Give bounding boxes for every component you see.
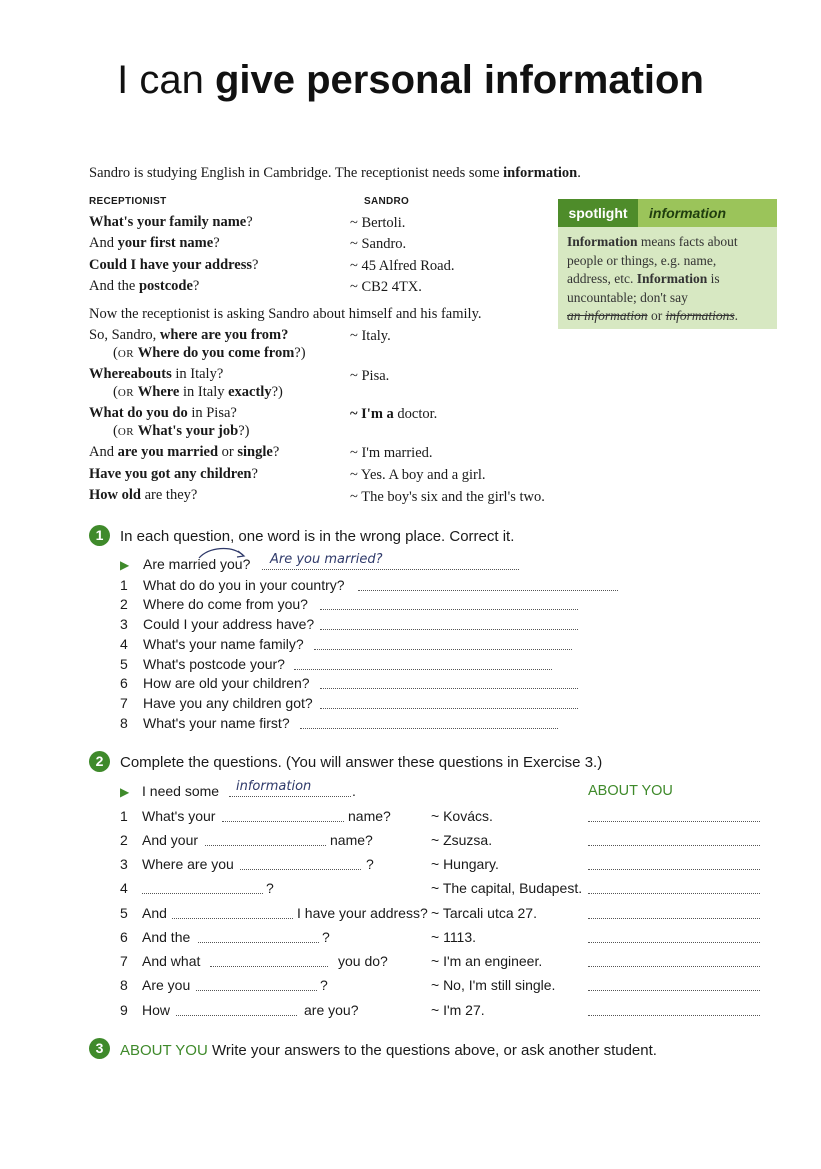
model-answer: ~ Tarcali utca 27. bbox=[431, 905, 537, 921]
question-start: And what bbox=[142, 953, 201, 969]
dialogue-question: How old are they? bbox=[89, 487, 198, 503]
model-answer: ~ 1113. bbox=[431, 929, 477, 945]
question-start: And the bbox=[142, 929, 191, 945]
about-you-line[interactable] bbox=[588, 918, 760, 919]
question-number: 2 bbox=[120, 832, 128, 848]
example-end: . bbox=[352, 783, 356, 799]
question-number: 4 bbox=[120, 636, 128, 652]
dialogue-alternative: (OR What's your job?) bbox=[113, 423, 250, 439]
dialogue-question: What do you do in Pisa? bbox=[89, 405, 237, 421]
dialogue-alternative: (OR Where in Italy exactly?) bbox=[113, 384, 283, 400]
question-start: Are you bbox=[142, 977, 191, 993]
exercise-number: 2 bbox=[89, 751, 110, 772]
dialogue-answer: ~ Italy. bbox=[350, 328, 391, 344]
question-end: ? bbox=[320, 977, 328, 993]
question-number: 2 bbox=[120, 596, 128, 612]
dialogue-question: And are you married or single? bbox=[89, 444, 280, 460]
answer-line[interactable] bbox=[294, 669, 552, 670]
question-start: And bbox=[142, 905, 167, 921]
question-end: ? bbox=[366, 856, 374, 872]
blank-line[interactable] bbox=[196, 990, 317, 991]
dialogue-answer: ~ I'm married. bbox=[350, 445, 433, 461]
question-number: 6 bbox=[120, 929, 128, 945]
intro-text: Sandro is studying English in Cambridge. The receptionist needs some information. bbox=[89, 165, 581, 181]
header-sandro: SANDRO bbox=[364, 196, 410, 207]
model-answer: ~ Hungary. bbox=[431, 856, 499, 872]
about-you-line[interactable] bbox=[588, 966, 760, 967]
dialogue-answer: ~ 45 Alfred Road. bbox=[350, 258, 455, 274]
model-answer: ~ I'm an engineer. bbox=[431, 953, 543, 969]
model-answer: ~ Zsuzsa. bbox=[431, 832, 493, 848]
page-title: I can give personal information bbox=[117, 58, 704, 102]
model-answer: ~ The capital, Budapest. bbox=[431, 880, 583, 896]
example-answer: Are you married? bbox=[270, 552, 383, 567]
spotlight-text: Information means facts about people or things, e.g. name, address, etc. Information is uncountable; don't say an information or informations. bbox=[567, 234, 739, 323]
question-end: name? bbox=[330, 832, 373, 848]
spotlight-header bbox=[558, 199, 777, 227]
answer-line[interactable] bbox=[320, 708, 578, 709]
question-end: you do? bbox=[338, 953, 388, 969]
swap-arrow-icon bbox=[195, 545, 250, 561]
about-you-line[interactable] bbox=[588, 893, 760, 894]
example-answer: information bbox=[236, 779, 312, 794]
answer-line[interactable] bbox=[320, 609, 578, 610]
question-text: What's your name first? bbox=[143, 715, 290, 731]
exercise-number: 3 bbox=[89, 1038, 110, 1059]
about-you-line[interactable] bbox=[588, 990, 760, 991]
about-you-line[interactable] bbox=[588, 942, 760, 943]
dialogue-answer: ~ Yes. A boy and a girl. bbox=[350, 467, 486, 483]
question-number: 1 bbox=[120, 577, 128, 593]
dialogue-question: So, Sandro, where are you from? bbox=[89, 327, 289, 343]
question-text: Have you any children got? bbox=[143, 695, 313, 711]
example-arrow-icon: ▶ bbox=[120, 558, 130, 572]
header-receptionist: RECEPTIONIST bbox=[89, 196, 167, 207]
dialogue-question: What's your family name? bbox=[89, 214, 253, 230]
question-number: 6 bbox=[120, 675, 128, 691]
answer-line bbox=[262, 569, 519, 570]
about-you-line[interactable] bbox=[588, 1015, 760, 1016]
question-text: What do do you in your country? bbox=[143, 577, 345, 593]
dialogue-answer: ~ Bertoli. bbox=[350, 215, 406, 231]
answer-line bbox=[229, 796, 351, 797]
about-you-heading: ABOUT YOU bbox=[588, 783, 673, 799]
blank-line[interactable] bbox=[142, 893, 263, 894]
example-question: Are married you? bbox=[143, 556, 251, 572]
about-you-line[interactable] bbox=[588, 821, 760, 822]
question-number: 5 bbox=[120, 905, 128, 921]
model-answer: ~ No, I'm still single. bbox=[431, 977, 556, 993]
question-text: Could I your address have? bbox=[143, 616, 315, 632]
about-you-line[interactable] bbox=[588, 845, 760, 846]
question-number: 3 bbox=[120, 856, 128, 872]
question-start: What's your bbox=[142, 808, 216, 824]
question-text: What's postcode your? bbox=[143, 656, 285, 672]
question-text: What's your name family? bbox=[143, 636, 304, 652]
dialogue-question: And your first name? bbox=[89, 235, 220, 251]
question-end: ? bbox=[266, 880, 274, 896]
dialogue-question: Whereabouts in Italy? bbox=[89, 366, 224, 382]
question-number: 9 bbox=[120, 1002, 128, 1018]
example-question: I need some bbox=[142, 783, 220, 799]
dialogue-answer: ~ Sandro. bbox=[350, 236, 407, 252]
dialogue-answer: ~ I'm a doctor. bbox=[350, 406, 438, 422]
blank-line[interactable] bbox=[222, 821, 344, 822]
blank-line[interactable] bbox=[210, 966, 328, 967]
exercise-heading: Complete the questions. (You will answer these questions in Exercise 3.) bbox=[120, 754, 603, 771]
answer-line[interactable] bbox=[358, 590, 618, 591]
exercise-heading: In each question, one word is in the wrong place. Correct it. bbox=[120, 528, 515, 545]
answer-line[interactable] bbox=[314, 649, 572, 650]
dialogue-question: Could I have your address? bbox=[89, 257, 259, 273]
blank-line[interactable] bbox=[205, 845, 326, 846]
dialogue-question: And the postcode? bbox=[89, 278, 200, 294]
example-arrow-icon: ▶ bbox=[120, 785, 130, 799]
question-number: 1 bbox=[120, 808, 128, 824]
answer-line[interactable] bbox=[320, 688, 578, 689]
dialogue-answer: ~ CB2 4TX. bbox=[350, 279, 422, 295]
question-end: I have your address? bbox=[297, 905, 428, 921]
answer-line[interactable] bbox=[300, 728, 558, 729]
question-number: 8 bbox=[120, 715, 128, 731]
blank-line[interactable] bbox=[176, 1015, 297, 1016]
question-end: are you? bbox=[304, 1002, 359, 1018]
question-number: 5 bbox=[120, 656, 128, 672]
dialogue-question: Have you got any children? bbox=[89, 466, 258, 482]
dialogue-answer: ~ The boy's six and the girl's two. bbox=[350, 489, 545, 505]
question-start: Where are you bbox=[142, 856, 234, 872]
question-text: Where do come from you? bbox=[143, 596, 308, 612]
spotlight-tag: spotlight bbox=[558, 199, 638, 227]
blank-line[interactable] bbox=[240, 869, 361, 870]
question-end: name? bbox=[348, 808, 391, 824]
question-start: And your bbox=[142, 832, 199, 848]
answer-line[interactable] bbox=[320, 629, 578, 630]
question-number: 8 bbox=[120, 977, 128, 993]
blank-line[interactable] bbox=[172, 918, 293, 919]
question-text: How are old your children? bbox=[143, 675, 310, 691]
about-you-line[interactable] bbox=[588, 869, 760, 870]
exercise-heading: ABOUT YOU Write your answers to the questions above, or ask another student. bbox=[120, 1042, 657, 1059]
question-end: ? bbox=[322, 929, 330, 945]
model-answer: ~ I'm 27. bbox=[431, 1002, 485, 1018]
dialogue-answer: ~ Pisa. bbox=[350, 368, 390, 384]
question-number: 7 bbox=[120, 953, 128, 969]
question-number: 7 bbox=[120, 695, 128, 711]
now-line: Now the receptionist is asking Sandro about himself and his family. bbox=[89, 306, 482, 322]
spotlight-box bbox=[558, 199, 777, 329]
exercise-number: 1 bbox=[89, 525, 110, 546]
spotlight-word: information bbox=[649, 205, 726, 221]
dialogue-alternative: (OR Where do you come from?) bbox=[113, 345, 306, 361]
blank-line[interactable] bbox=[198, 942, 319, 943]
model-answer: ~ Kovács. bbox=[431, 808, 493, 824]
question-number: 3 bbox=[120, 616, 128, 632]
question-number: 4 bbox=[120, 880, 128, 896]
question-start: How bbox=[142, 1002, 171, 1018]
